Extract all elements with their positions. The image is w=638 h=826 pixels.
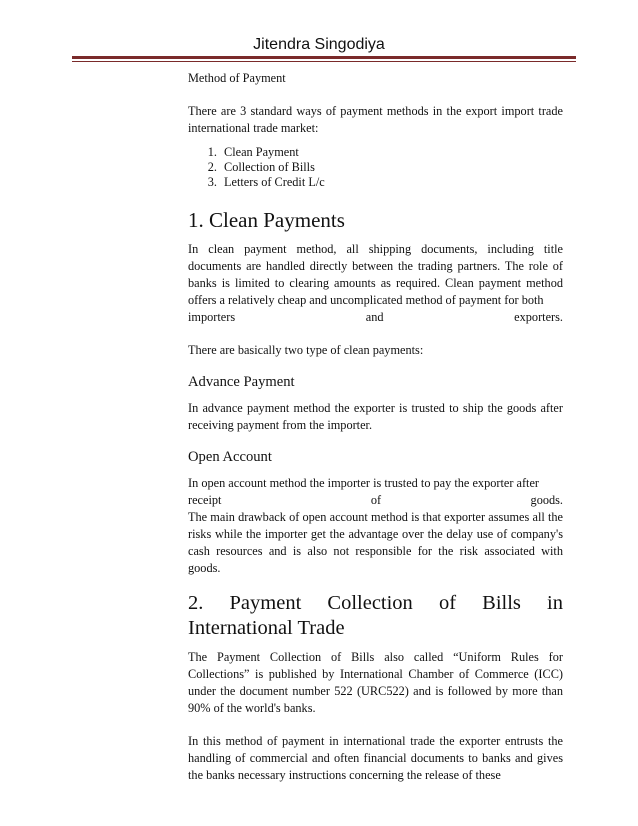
list-item-number: 3. [207,175,217,189]
collection-paragraph-2: In this method of payment in international trade the exporter entrusts the handling of commercial and often financial documents to banks and gives the banks necessary instructions concerning the release of these [188,734,563,782]
header-rule-thick [72,56,576,59]
advance-payment-text: In advance payment method the exporter is trusted to ship the goods after receiving payment from the importer. [188,401,563,432]
collection-paragraph-1: The Payment Collection of Bills also called “Uniform Rules for Collections” is published by International Chamber of Commerce (ICC) under the document number 522 (URC522) and is followed by more than 90% of the world's banks. [188,650,563,715]
document-body [188,70,563,784]
payment-methods-list [188,145,563,190]
page-header-author: Jitendra Singodiya [253,36,385,53]
open-account-text-last-line: receipt of goods. [188,493,563,507]
header-rule-thin [72,61,576,62]
clean-payments-heading: 1. Clean Payments [188,208,345,232]
list-item [188,145,563,160]
list-item [188,175,563,190]
clean-payments-paragraph: In clean payment method, all shipping documents, including title documents are handled directly between the trading partners. The role of banks is limited to clearing amounts as required. Clean payment method offers a relatively cheap and uncomplicated method of payment for both [188,242,563,307]
list-item-text: Clean Payment [224,145,299,159]
clean-payments-paragraph-last-line: importers and exporters. [188,310,563,324]
list-item-number: 1. [207,145,217,159]
collection-of-bills-heading: 2. Payment Collection of Bills in International Trade [188,592,563,639]
list-item-text: Collection of Bills [224,160,315,174]
list-item [188,160,563,175]
open-account-drawback: The main drawback of open account method is that exporter assumes all the risks while the importer get the advantage over the delay use of company's cash resources and is also not responsible for the risk associated with goods. [188,510,563,575]
advance-payment-heading: Advance Payment [188,374,295,390]
list-item-number: 2. [207,160,217,174]
intro-text: There are 3 standard ways of payment methods in the export import trade international trade market: [188,104,563,135]
open-account-text: In open account method the importer is trusted to pay the exporter after [188,476,540,490]
list-item-text: Letters of Credit L/c [224,175,325,189]
open-account-heading: Open Account [188,449,272,465]
clean-payment-types-intro: There are basically two type of clean payments: [188,343,424,357]
intro-title: Method of Payment [188,71,286,85]
